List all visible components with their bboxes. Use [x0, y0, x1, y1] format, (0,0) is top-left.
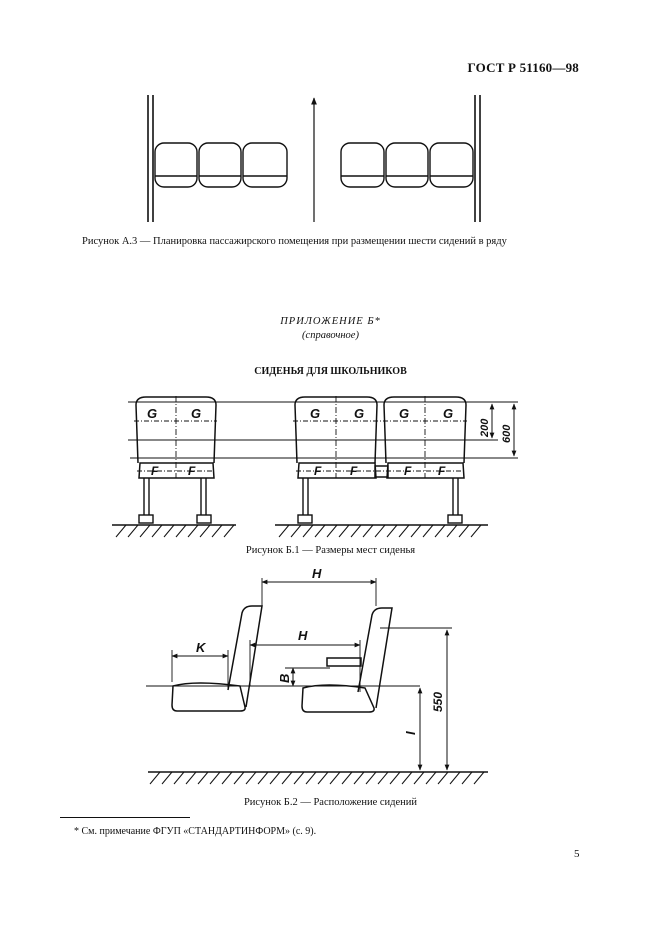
- label-f: F: [314, 464, 322, 478]
- label-g: G: [354, 406, 365, 421]
- label-f: F: [438, 464, 446, 478]
- dimension-arrows-b2: [172, 582, 447, 770]
- figure-b2-caption: Рисунок Б.2 — Расположение сидений: [243, 797, 418, 808]
- figure-b1-labels: [147, 406, 513, 478]
- label-f: F: [404, 464, 412, 478]
- reference-lines-b1: [128, 402, 518, 458]
- appendix-subtitle: (справочное): [302, 330, 359, 341]
- figure-a3-caption: Рисунок А.3 — Планировка пассажирского помещения при размещении шести сидений в ряду: [82, 236, 507, 247]
- dimension-550: 550: [431, 691, 445, 712]
- label-g: G: [443, 406, 454, 421]
- rear-seat: [302, 608, 392, 712]
- left-seat-group: [155, 143, 287, 187]
- floor-hatching-b1: [116, 525, 481, 537]
- figure-b2-drawing: [146, 578, 488, 784]
- label-g: G: [399, 406, 410, 421]
- label-k: K: [196, 640, 206, 655]
- footnote-text: * См. примечание ФГУП «СТАНДАРТИНФОРМ» (с. 9).: [74, 826, 317, 837]
- dimension-200: 200: [479, 418, 491, 437]
- floor-hatching-b2: [150, 772, 484, 784]
- figure-b2-labels: [196, 566, 445, 735]
- label-h-upper: H: [312, 566, 322, 581]
- right-seat-group: [341, 143, 473, 187]
- label-g: G: [147, 406, 158, 421]
- seat-backrests: [136, 397, 466, 463]
- label-f: F: [350, 464, 358, 478]
- section-title: СИДЕНЬЯ ДЛЯ ШКОЛЬНИКОВ: [254, 366, 407, 377]
- label-h-lower: H: [298, 628, 308, 643]
- appendix-title: ПРИЛОЖЕНИЕ Б*: [280, 316, 381, 327]
- figure-b1-caption: Рисунок Б.1 — Размеры мест сиденья: [245, 545, 416, 556]
- front-seat: [172, 606, 262, 711]
- label-f: F: [151, 464, 159, 478]
- label-b: B: [277, 673, 292, 683]
- seat-legs: [139, 478, 462, 523]
- footnote-divider: [60, 817, 190, 818]
- dimension-600: 600: [501, 424, 513, 443]
- label-i: I: [403, 731, 418, 735]
- label-g: G: [191, 406, 202, 421]
- document-code-header: ГОСТ Р 51160—98: [467, 60, 579, 75]
- label-f: F: [188, 464, 196, 478]
- figure-a3-drawing: [148, 95, 480, 222]
- width-dimension-lines: [134, 396, 467, 478]
- page-number: 5: [574, 848, 580, 860]
- label-g: G: [310, 406, 321, 421]
